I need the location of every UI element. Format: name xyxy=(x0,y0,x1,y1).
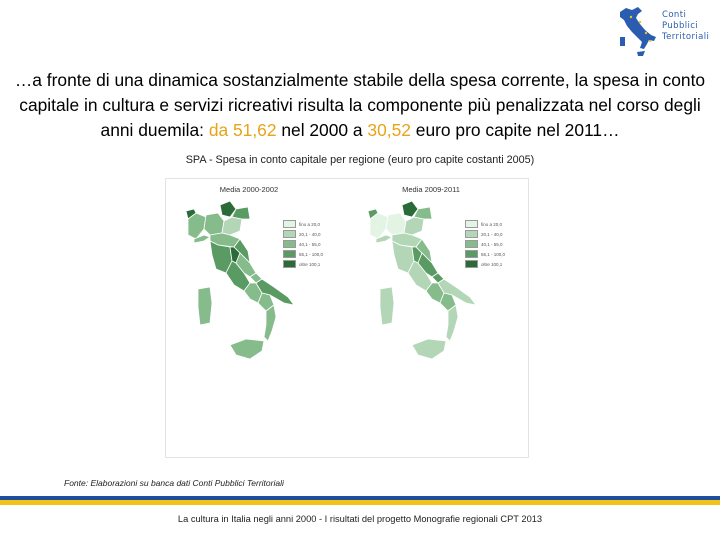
maps-figure xyxy=(165,178,529,458)
map-title: Media 2000-2002 xyxy=(219,185,279,194)
legend-item xyxy=(283,229,323,239)
logo-line-1: Conti xyxy=(662,10,687,20)
headline xyxy=(6,68,714,143)
legend-item xyxy=(465,219,505,229)
legend-label: 55,1 - 100,0 xyxy=(299,251,324,257)
map-subtitle: SPA - Spesa in conto capitale per regione (euro pro capite costanti 2005) xyxy=(185,154,535,166)
legend-label: 20,1 - 40,0 xyxy=(481,231,503,237)
legend-label: fino a 20,0 xyxy=(481,221,503,227)
map-legend xyxy=(283,219,323,269)
headline-highlight-1: da 51,62 xyxy=(208,120,277,140)
legend-label: fino a 20,0 xyxy=(299,221,321,227)
region-lombardia xyxy=(386,213,406,235)
source-note: Fonte: Elaborazioni su banca dati Conti Pubblici Territoriali xyxy=(64,478,284,488)
legend-item xyxy=(283,259,323,269)
region-veneto xyxy=(222,217,242,235)
map-legend xyxy=(465,219,505,269)
region-lombardia xyxy=(204,213,224,235)
headline-part-1: …a fronte di una dinamica sostanzialmente stabile della spesa corrente, la spesa in conto capitale in cultura e servizi ricreativi risulta la componente più penalizzata nel corso degli anni duemila: xyxy=(14,70,706,140)
map-title: Media 2009-2011 xyxy=(402,185,460,194)
footer-text: La cultura in Italia negli anni 2000 - I risultati del progetto Monografie regionali CPT 2013 xyxy=(177,514,543,524)
legend-item xyxy=(465,249,505,259)
region-sicilia xyxy=(230,339,264,359)
headline-highlight-2: 30,52 xyxy=(367,120,411,140)
italy-map-icon xyxy=(612,4,662,60)
logo-wordmark xyxy=(662,10,709,43)
legend-item xyxy=(283,239,323,249)
footer-rule-gold xyxy=(0,500,720,505)
headline-part-2: nel 2000 a xyxy=(276,120,368,140)
legend-label: 40,1 - 55,0 xyxy=(481,241,503,247)
legend-label: oltre 100,1 xyxy=(299,261,321,267)
region-sicilia xyxy=(412,339,446,359)
cpt-logo xyxy=(612,4,716,62)
map-panel-2009-2011 xyxy=(352,179,526,457)
legend-label: oltre 100,1 xyxy=(481,261,503,267)
region-sardegna xyxy=(198,287,212,325)
logo-line-3: Territoriali xyxy=(662,32,710,42)
legend-item xyxy=(283,249,323,259)
legend-label: 20,1 - 40,0 xyxy=(299,231,321,237)
map-panel-2000-2002 xyxy=(170,179,344,457)
region-sardegna xyxy=(380,287,394,325)
headline-part-3: euro pro capite nel 2011… xyxy=(410,120,620,140)
legend-item xyxy=(465,239,505,249)
region-veneto xyxy=(404,217,424,235)
logo-line-2: Pubblici xyxy=(662,21,699,31)
legend-label: 40,1 - 55,0 xyxy=(299,241,321,247)
legend-item xyxy=(465,259,505,269)
legend-label: 55,1 - 100,0 xyxy=(481,251,506,257)
legend-item xyxy=(283,219,323,229)
legend-item xyxy=(465,229,505,239)
